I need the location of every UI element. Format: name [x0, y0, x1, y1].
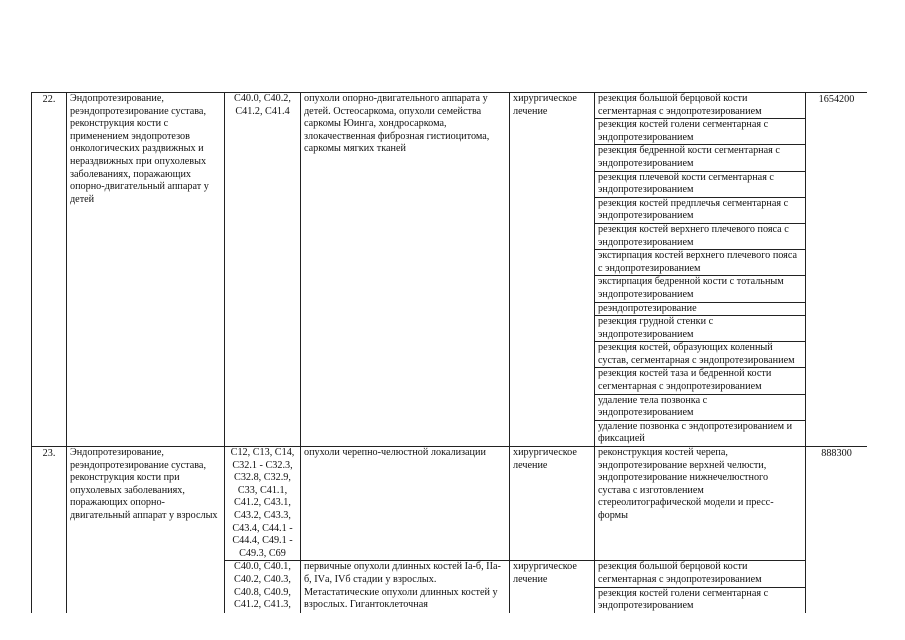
treatment-methods: [595, 447, 806, 561]
method-item: резекция костей голени сегментарная с эндопротезированием: [598, 587, 769, 612]
method-item: экстирпация бедренной кости с тотальным эндопротезированием: [595, 276, 805, 302]
method-item: реэндопротезирование: [595, 303, 805, 317]
method-item: резекция бедренной кости сегментарная с эндопротезированием: [595, 145, 805, 171]
method-item: резекция костей верхнего плечевого пояса с эндопротезированием: [595, 224, 805, 250]
table-row: [32, 447, 868, 561]
row-number: 23.: [32, 447, 67, 613]
method-item: удаление позвонка с эндопротезированием и фиксацией: [598, 420, 793, 445]
method-item: резекция костей голени сегментарная с эндопротезированием: [595, 119, 805, 145]
method-item: резекция костей таза и бедренной кости сегментарная с эндопротезированием: [595, 368, 805, 394]
diagnosis-codes: C40.0, C40.2, C41.2, C41.4: [225, 93, 301, 447]
price: 1654200: [806, 93, 868, 447]
patient-model: первичные опухоли длинных костей Iа-б, IIа-б, IVа, IVб стадии у взрослых. Метастатические опухоли длинных костей у взрослых. Гигантоклеточная: [301, 561, 510, 613]
method-item: резекция костей предплечья сегментарная с эндопротезированием: [595, 198, 805, 224]
price: 888300: [806, 447, 868, 613]
method-item: реконструкция костей черепа, эндопротезирование верхней челюсти, эндопротезирование нижнечелюстного сустава с изготовлением стереолитографической модели и пресс-формы: [598, 447, 774, 521]
treatment-type: хирургическое лечение: [510, 447, 595, 561]
method-item: резекция плечевой кости сегментарная с эндопротезированием: [595, 172, 805, 198]
diagnosis-codes: C12, C13, C14, C32.1 - C32.3, C32.8, C32.9, C33, C41.1, C41.2, C43.1, C43.2, C43.3, C43.4, C44.1 - C44.4, C49.1 - C49.3, C69: [225, 447, 301, 561]
procedure-name: Эндопротезирование, реэндопротезирование сустава, реконструкция кости с применением эндопротезов онкологических раздвижных и нераздвижных при опухолевых заболеваниях, поражающих опорно-двигательный аппарат у детей: [67, 93, 225, 447]
method-item: экстирпация костей верхнего плечевого пояса с эндопротезированием: [595, 250, 805, 276]
procedure-name: Эндопротезирование, реэндопротезирование сустава, реконструкция кости при опухолевых заболеваниях, поражающих опорно-двигательный аппарат у взрослых: [67, 447, 225, 613]
treatment-type: хирургическое лечение: [510, 93, 595, 447]
patient-model: опухоли опорно-двигательного аппарата у детей. Остеосаркома, опухоли семейства саркомы Юинга, хондросаркома, злокачественная фиброзная гистиоцитома, саркомы мягких тканей: [301, 93, 510, 447]
method-item: резекция большой берцовой кости сегментарная с эндопротезированием: [595, 561, 805, 587]
treatment-type: хирургическое лечение: [510, 561, 595, 613]
method-item: резекция большой берцовой кости сегментарная с эндопротезированием: [595, 93, 805, 119]
method-item: резекция костей, образующих коленный сустав, сегментарная с эндопротезированием: [595, 342, 805, 368]
method-item: резекция грудной стенки с эндопротезированием: [595, 316, 805, 342]
treatment-methods: [595, 561, 806, 613]
patient-model: опухоли черепно-челюстной локализации: [301, 447, 510, 561]
treatment-methods: [595, 93, 806, 447]
row-number: 22.: [32, 93, 67, 447]
procedures-table: [31, 92, 867, 613]
document-page: [31, 92, 867, 613]
table-row: [32, 93, 868, 447]
diagnosis-codes: C40.0, C40.1, C40.2, C40.3, C40.8, C40.9, C41.2, C41.3,: [225, 561, 301, 613]
method-item: удаление тела позвонка с эндопротезированием: [595, 395, 805, 421]
